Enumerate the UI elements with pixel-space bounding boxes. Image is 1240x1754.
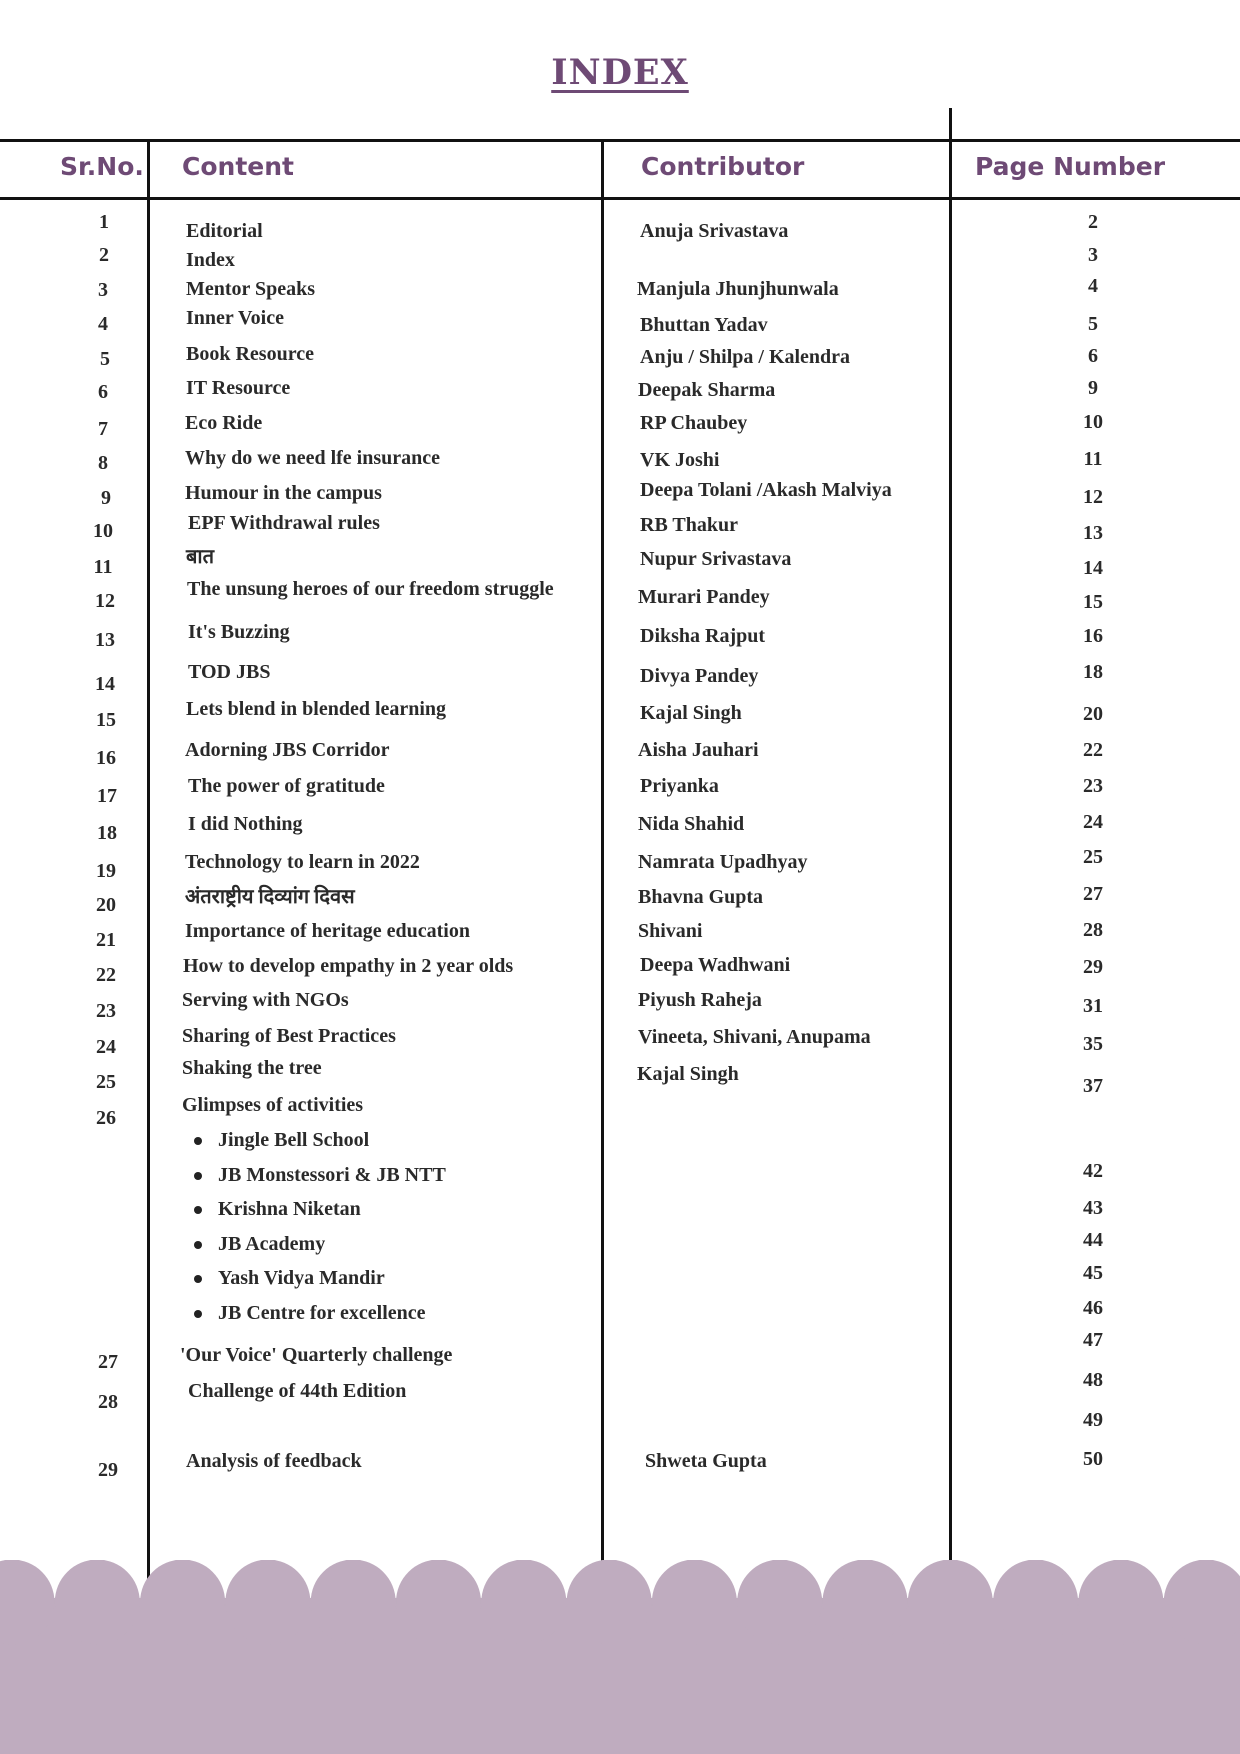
page-number: 18 — [1083, 661, 1103, 683]
page-number: 5 — [1088, 313, 1098, 335]
content-title: Adorning JBS Corridor — [185, 739, 390, 761]
sr-number: 9 — [101, 487, 111, 509]
header-content: Content — [182, 152, 294, 181]
sr-number: 26 — [96, 1107, 116, 1129]
content-title: IT Resource — [186, 377, 291, 399]
page-number: 43 — [1083, 1197, 1103, 1219]
contributor-name: Kajal Singh — [637, 1063, 739, 1085]
contributor-name: Bhuttan Yadav — [640, 314, 768, 336]
sr-number: 2 — [99, 244, 109, 266]
content-title: अंतराष्ट्रीय दिव्यांग दिवस — [185, 886, 355, 908]
page-number: 20 — [1083, 703, 1103, 725]
contributor-name: VK Joshi — [640, 449, 720, 471]
contributor-name: Deepa Wadhwani — [640, 954, 791, 976]
sr-number: 17 — [97, 785, 117, 807]
contributor-name: Namrata Upadhyay — [638, 851, 808, 873]
contributor-name: Nupur Srivastava — [640, 548, 792, 570]
sr-number: 4 — [98, 313, 108, 335]
content-title: How to develop empathy in 2 year olds — [183, 955, 514, 977]
contributor-name: Anuja Srivastava — [640, 220, 789, 242]
page-number: 48 — [1083, 1369, 1103, 1391]
sr-number: 28 — [98, 1391, 118, 1413]
sub-item-title: Yash Vidya Mandir — [218, 1267, 385, 1289]
page-number: 31 — [1083, 995, 1103, 1017]
contributor-name: Deepa Tolani /Akash Malviya — [640, 479, 892, 501]
content-title: Technology to learn in 2022 — [185, 851, 420, 873]
page-number: 49 — [1083, 1409, 1103, 1431]
sr-number: 21 — [96, 929, 116, 951]
contributor-name: Shivani — [638, 920, 703, 942]
content-title: बात — [186, 546, 214, 568]
content-title: The unsung heroes of our freedom struggle — [187, 578, 554, 600]
page-number: 9 — [1088, 377, 1098, 399]
sr-number: 25 — [96, 1071, 116, 1093]
sr-number: 24 — [96, 1036, 116, 1058]
contributor-name: Piyush Raheja — [638, 989, 762, 1011]
page-number: 3 — [1088, 244, 1098, 266]
sr-number: 19 — [96, 860, 116, 882]
sr-number: 3 — [98, 279, 108, 301]
content-title: 'Our Voice' Quarterly challenge — [180, 1344, 453, 1366]
page-number: 23 — [1083, 775, 1103, 797]
sr-number: 5 — [100, 348, 110, 370]
sr-number: 27 — [98, 1351, 118, 1373]
sr-number: 22 — [96, 964, 116, 986]
page-number: 42 — [1083, 1160, 1103, 1182]
content-title: Challenge of 44th Edition — [188, 1380, 407, 1402]
page-number: 22 — [1083, 739, 1103, 761]
content-title: Lets blend in blended learning — [186, 698, 447, 720]
page-number: 24 — [1083, 811, 1103, 833]
contributor-name: Vineeta, Shivani, Anupama — [638, 1026, 871, 1048]
page-number: 6 — [1088, 345, 1098, 367]
page-number: 27 — [1083, 883, 1103, 905]
contributor-name: Manjula Jhunjhunwala — [637, 278, 839, 300]
bullet-icon — [194, 1206, 202, 1214]
sr-number: 20 — [96, 894, 116, 916]
bullet-icon — [194, 1172, 202, 1180]
divider-sr-content — [147, 139, 150, 1579]
content-title: Humour in the campus — [185, 482, 382, 504]
contributor-name: Kajal Singh — [640, 702, 742, 724]
content-title: Glimpses of activities — [182, 1094, 364, 1116]
page-number: 45 — [1083, 1262, 1103, 1284]
page-number: 2 — [1088, 211, 1098, 233]
sub-item-title: JB Academy — [218, 1233, 326, 1255]
page-number: 44 — [1083, 1229, 1103, 1251]
bullet-icon — [194, 1137, 202, 1145]
page-number: 29 — [1083, 956, 1103, 978]
bullet-icon — [194, 1241, 202, 1249]
sr-number: 12 — [95, 590, 115, 612]
contributor-name: Divya Pandey — [640, 665, 759, 687]
page-number: 28 — [1083, 919, 1103, 941]
sub-item-title: Krishna Niketan — [218, 1198, 361, 1220]
page-title: INDEX — [551, 52, 689, 93]
content-title: EPF Withdrawal rules — [188, 512, 380, 534]
sub-item-title: JB Monstessori & JB NTT — [218, 1164, 446, 1186]
contributor-name: Murari Pandey — [638, 586, 770, 608]
content-title: Eco Ride — [185, 412, 263, 434]
page-number: 46 — [1083, 1297, 1103, 1319]
page-number: 16 — [1083, 625, 1103, 647]
sr-number: 13 — [95, 629, 115, 651]
bullet-icon — [194, 1310, 202, 1318]
page-number: 13 — [1083, 522, 1103, 544]
bullet-icon — [194, 1275, 202, 1283]
sr-number: 18 — [97, 822, 117, 844]
content-title: Index — [186, 249, 235, 271]
sr-number: 11 — [93, 556, 113, 578]
sub-item-title: JB Centre for excellence — [218, 1302, 426, 1324]
scalloped-footer — [0, 1560, 1240, 1754]
page-number: 37 — [1083, 1075, 1103, 1097]
content-title: I did Nothing — [188, 813, 303, 835]
contributor-name: RP Chaubey — [640, 412, 748, 434]
content-title: The power of gratitude — [188, 775, 385, 797]
content-title: Why do we need lfe insurance — [185, 447, 440, 469]
contributor-name: Anju / Shilpa / Kalendra — [640, 346, 851, 368]
page-number: 50 — [1083, 1448, 1103, 1470]
page-number: 15 — [1083, 591, 1103, 613]
sr-number: 10 — [93, 520, 113, 542]
page-number: 4 — [1088, 275, 1098, 297]
contributor-name: Shweta Gupta — [645, 1450, 767, 1472]
content-title: Book Resource — [186, 343, 314, 365]
page-number: 12 — [1083, 486, 1103, 508]
divider-contributor-page — [949, 108, 952, 1579]
contributor-name: Bhavna Gupta — [638, 886, 764, 908]
contributor-name: Deepak Sharma — [638, 379, 776, 401]
sr-number: 8 — [98, 452, 108, 474]
page-number: 35 — [1083, 1033, 1103, 1055]
content-title: Analysis of feedback — [186, 1450, 362, 1472]
table-top-rule — [0, 139, 1240, 142]
contributor-name: RB Thakur — [640, 514, 739, 536]
sr-number: 6 — [98, 381, 108, 403]
page-number: 25 — [1083, 846, 1103, 868]
header-page-number: Page Number — [975, 152, 1166, 181]
header-bottom-rule — [0, 197, 1240, 200]
contributor-name: Nida Shahid — [638, 813, 745, 835]
content-title: Serving with NGOs — [182, 989, 349, 1011]
page-number: 10 — [1083, 411, 1103, 433]
content-title: Inner Voice — [186, 307, 284, 329]
content-title: It's Buzzing — [188, 621, 290, 643]
header-sr-no: Sr.No. — [60, 152, 144, 181]
sr-number: 1 — [99, 211, 109, 233]
contributor-name: Diksha Rajput — [640, 625, 766, 647]
page-number: 47 — [1083, 1329, 1103, 1351]
content-title: Importance of heritage education — [185, 920, 470, 942]
content-title: Shaking the tree — [182, 1057, 322, 1079]
sr-number: 15 — [96, 709, 116, 731]
sr-number: 7 — [98, 418, 108, 440]
page-number: 14 — [1083, 557, 1103, 579]
content-title: TOD JBS — [188, 661, 271, 683]
sub-item-title: Jingle Bell School — [218, 1129, 370, 1151]
content-title: Sharing of Best Practices — [182, 1025, 396, 1047]
contributor-name: Priyanka — [640, 775, 719, 797]
sr-number: 23 — [96, 1000, 116, 1022]
content-title: Editorial — [186, 220, 263, 242]
sr-number: 14 — [95, 673, 115, 695]
sr-number: 16 — [96, 747, 116, 769]
content-title: Mentor Speaks — [186, 278, 316, 300]
header-contributor: Contributor — [641, 152, 805, 181]
divider-content-contributor — [601, 139, 604, 1579]
sr-number: 29 — [98, 1459, 118, 1481]
contributor-name: Aisha Jauhari — [638, 739, 759, 761]
page-number: 11 — [1083, 448, 1103, 470]
